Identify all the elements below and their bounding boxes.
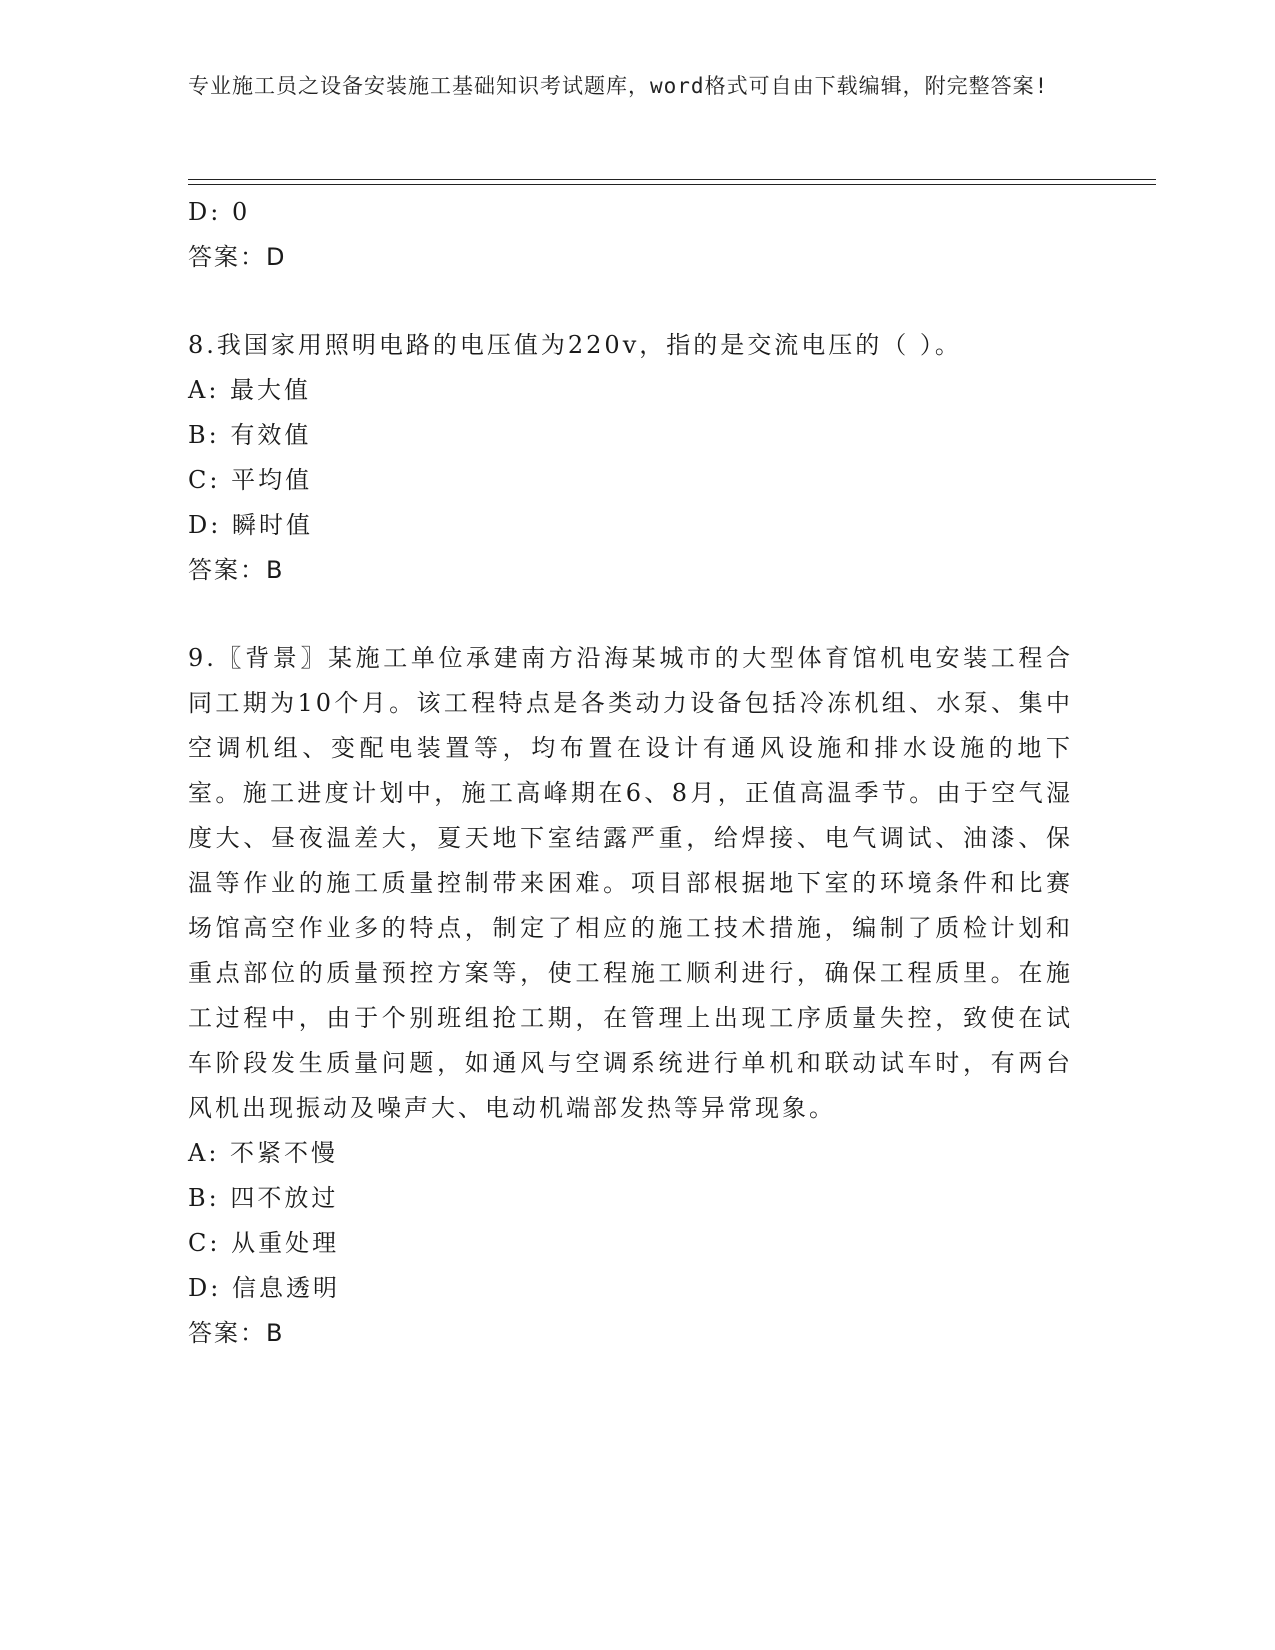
spacer [188, 280, 1088, 323]
q8-option-d: D: 瞬时值 [188, 511, 313, 539]
document-header: 专业施工员之设备安装施工基础知识考试题库，word格式可自由下载编辑，附完整答案! [188, 74, 1049, 98]
q8-answer: 答案：B [188, 556, 285, 584]
spacer [188, 593, 1088, 636]
q7-answer: 答案：D [188, 243, 287, 271]
document-body [188, 190, 1088, 1356]
q9-answer: 答案：B [188, 1319, 285, 1347]
q9-option-d: D: 信息透明 [188, 1274, 340, 1302]
q8-option-c: C: 平均值 [188, 466, 313, 494]
q8-option-b: B: 有效值 [188, 421, 312, 449]
header-rule-top [188, 179, 1156, 180]
header-rule-bottom [188, 184, 1156, 185]
q7-option-d: D: 0 [188, 198, 251, 226]
q9-stem: 9.〖背景〗某施工单位承建南方沿海某城市的大型体育馆机电安装工程合同工期为10个月。该工程特点是各类动力设备包括冷冻机组、水泵、集中空调机组、变配电装置等，均布置在设计有通风设施和排水设施的地下室。施工进度计划中，施工高峰期在6、8月，正值高温季节。由于空气湿度大、昼夜温差大，夏天地下室结露严重，给焊接、电气调试、油漆、保温等作业的施工质量控制带来困难。项目部根据地下室的环境条件和比赛场馆高空作业多的特点，制定了相应的施工技术措施，编制了质检计划和重点部位的质量预控方案等，使工程施工顺利进行，确保工程质里。在施工过程中，由于个别班组抢工期，在管理上出现工序质量失控，致使在试车阶段发生质量问题，如通风与空调系统进行单机和联动试车时，有两台风机出现振动及噪声大、电动机端部发热等异常现象。 [188, 644, 1073, 1122]
q9-option-a: A: 不紧不慢 [188, 1139, 339, 1167]
q8-stem: 8.我国家用照明电路的电压值为220v，指的是交流电压的（ ）。 [188, 331, 962, 359]
q8-option-a: A: 最大值 [188, 376, 312, 404]
q9-option-c: C: 从重处理 [188, 1229, 340, 1257]
q9-option-b: B: 四不放过 [188, 1184, 339, 1212]
